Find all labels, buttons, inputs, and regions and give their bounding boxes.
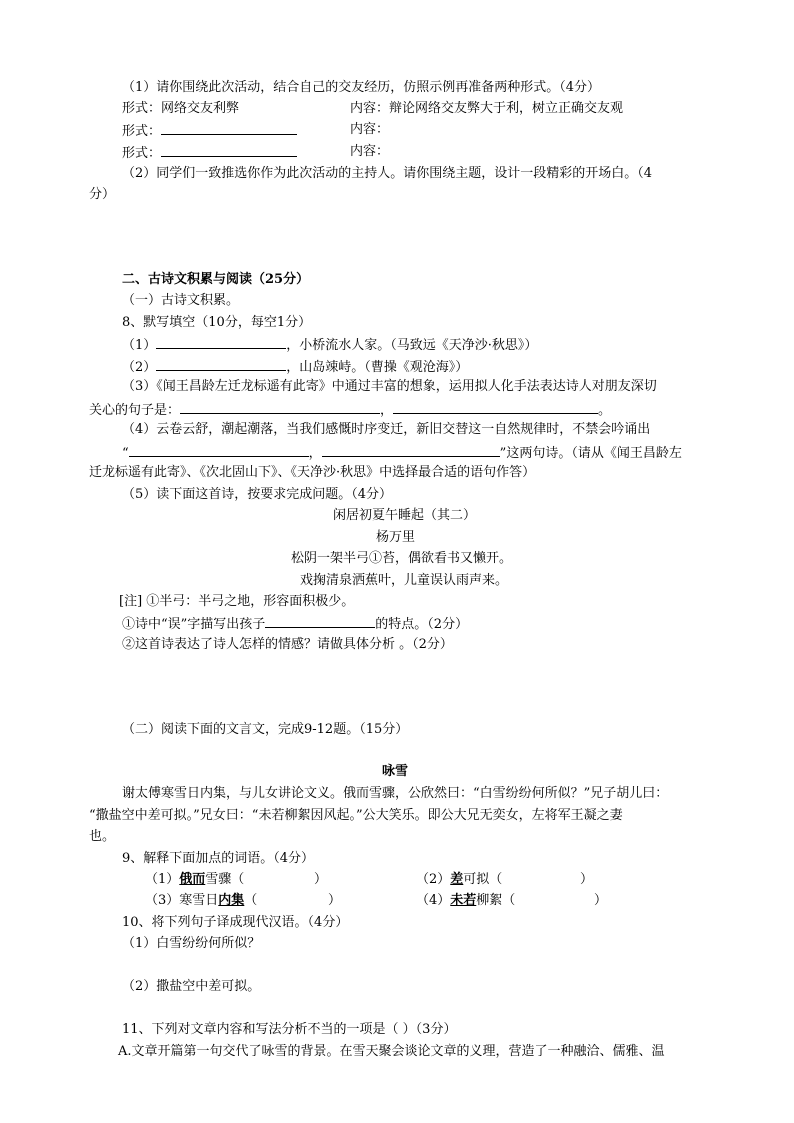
q8-heading: 8、默写填空（10分，每空1分） [122, 315, 312, 330]
poem-q1-suffix: 的特点。（2分） [375, 617, 469, 632]
q9-3-word: 内集 [218, 893, 245, 908]
poem-q1-prefix: ①诗中“误”字描写出孩子 [122, 617, 266, 632]
form-row-2 [122, 142, 297, 162]
q10-heading: 10、将下列句子译成现代汉语。（4分） [122, 915, 349, 930]
q8-3-line2 [89, 399, 611, 419]
q9-2-text: 可拟（ [463, 872, 503, 887]
q9-2-label: （2） [416, 872, 451, 887]
q10-1: （1）白雪纷纷何所似？ [122, 936, 261, 951]
form-blank-1[interactable] [161, 120, 297, 135]
passage-title: 咏雪 [382, 764, 409, 779]
q9-3-text: （ [244, 893, 258, 908]
content-label-1: 内容： [350, 122, 390, 137]
q8-3-prefix: 关心的句子是： [89, 403, 181, 418]
q9-heading: 9、解释下面加点的词语。（4分） [122, 851, 315, 866]
q9-2-word: 差 [450, 872, 464, 887]
poem-line2: 戏掬清泉洒蕉叶，儿童误认雨声来。 [300, 573, 509, 588]
q8-5-heading: （5）读下面这首诗，按要求完成问题。（4分） [122, 487, 393, 502]
q8-3-blank-b[interactable] [393, 399, 598, 414]
passage-line1: 谢太傅寒雪日内集，与儿女讲论文义。俄而雪骤，公欣然曰：“白雪纷纷何所似？”兄子胡儿曰： [122, 786, 669, 801]
q8-line1 [122, 334, 537, 354]
q8-1-label: （1） [122, 338, 157, 353]
q9-item3 [145, 891, 257, 911]
q9-4-word: 未若 [450, 893, 477, 908]
section2-title: 二、古诗文积累与阅读（25分） [122, 272, 310, 287]
part1-heading: （一）古诗文积累。 [122, 293, 240, 308]
poem-author: 杨万里 [376, 530, 416, 545]
q7-sub2-line2: 分） [89, 187, 116, 202]
q8-4-blank-a[interactable] [129, 442, 309, 457]
q8-2-blank[interactable] [156, 356, 286, 371]
q9-4-text: 柳絮（ [476, 893, 516, 908]
comma: ， [308, 446, 322, 461]
q9-2-close: ） [580, 872, 594, 887]
open-quote: “ [122, 446, 129, 461]
q8-4-line2 [122, 442, 682, 462]
form-label: 形式： [122, 146, 162, 161]
q10-2: （2）撒盐空中差可拟。 [122, 979, 261, 994]
q8-4-line1: （4）云卷云舒，潮起潮落，当我们感慨时序变迁，新旧交替这一自然规律时，不禁会吟诵出 [122, 422, 651, 437]
comma: ， [380, 403, 394, 418]
q9-item4 [416, 891, 515, 911]
form-row-1 [122, 120, 297, 140]
q8-2-text: ，山岛竦峙。（曹操《观沧海》） [286, 360, 469, 375]
q9-item2 [416, 870, 502, 890]
passage-line2: “撒盐空中差可拟。”兄女曰：“未若柳絮因风起。”公大笑乐。即公大兄无奕女，左将军王凝之妻 [89, 808, 623, 823]
q8-3-line1: （3）《闻王昌龄左迁龙标遥有此寄》中通过丰富的想象，运用拟人化手法表达诗人对朋友深切 [122, 379, 657, 394]
example-content: 内容：辩论网络交友弊大于利，树立正确交友观 [350, 101, 624, 116]
poem-q2: ②这首诗表达了诗人怎样的情感？请做具体分析 。（2分） [122, 637, 453, 652]
q8-4-line3: 迁龙标遥有此寄》、《次北固山下》、《天净沙·秋思》中选择最合适的语句作答） [89, 465, 536, 480]
q11-option-a: A.文章开篇第一句交代了咏雪的背景。在雪天聚会谈论文章的义理，营造了一种融洽、儒雅、温 [118, 1044, 665, 1059]
q9-4-close: ） [594, 893, 608, 908]
q9-3-label: （3）寒雪日 [145, 893, 219, 908]
q9-item1 [145, 870, 244, 890]
form-blank-2[interactable] [161, 142, 297, 157]
q8-4-blank-b[interactable] [322, 442, 500, 457]
q9-4-label: （4） [416, 893, 451, 908]
q9-1-label: （1） [145, 872, 180, 887]
q9-3-close: ） [328, 893, 342, 908]
q8-1-blank[interactable] [156, 334, 286, 349]
example-form: 形式：网络交友利弊 [122, 101, 240, 116]
q8-2-label: （2） [122, 360, 157, 375]
form-label: 形式： [122, 124, 162, 139]
q9-1-text: 雪骤（ [205, 872, 245, 887]
poem-title: 闲居初夏午睡起（其二） [333, 508, 477, 523]
poem-note: [注] ①半弓：半弓之地，形容面积极少。 [119, 594, 355, 609]
q9-1-close: ） [314, 872, 328, 887]
q8-4-tail: ”这两句诗。（请从《闻王昌龄左 [499, 446, 682, 461]
poem-q1-blank[interactable] [265, 613, 375, 628]
poem-q1 [122, 613, 468, 633]
q7-sub1: （1）请你围绕此次活动，结合自己的交友经历，仿照示例再准备两种形式。（4分） [122, 80, 601, 95]
q8-3-blank-a[interactable] [180, 399, 380, 414]
q8-1-text: ，小桥流水人家。（马致远《天净沙·秋思》） [286, 338, 538, 353]
q9-1-word: 俄而 [179, 872, 206, 887]
part2-heading: （二）阅读下面的文言文，完成9-12题。（15分） [122, 722, 409, 737]
passage-line3: 也。 [89, 829, 116, 844]
content-label-2: 内容： [350, 144, 390, 159]
q7-sub2-line1: （2）同学们一致推选你作为此次活动的主持人。请你围绕主题，设计一段精彩的开场白。（4 [122, 166, 653, 181]
q8-line2 [122, 356, 468, 376]
period: 。 [598, 403, 612, 418]
q11-heading: 11、下列对文章内容和写法分析不当的一项是（ ）（3分） [122, 1022, 457, 1037]
poem-line1: 松阴一架半弓①苔，偶欲看书又懒开。 [291, 551, 513, 566]
